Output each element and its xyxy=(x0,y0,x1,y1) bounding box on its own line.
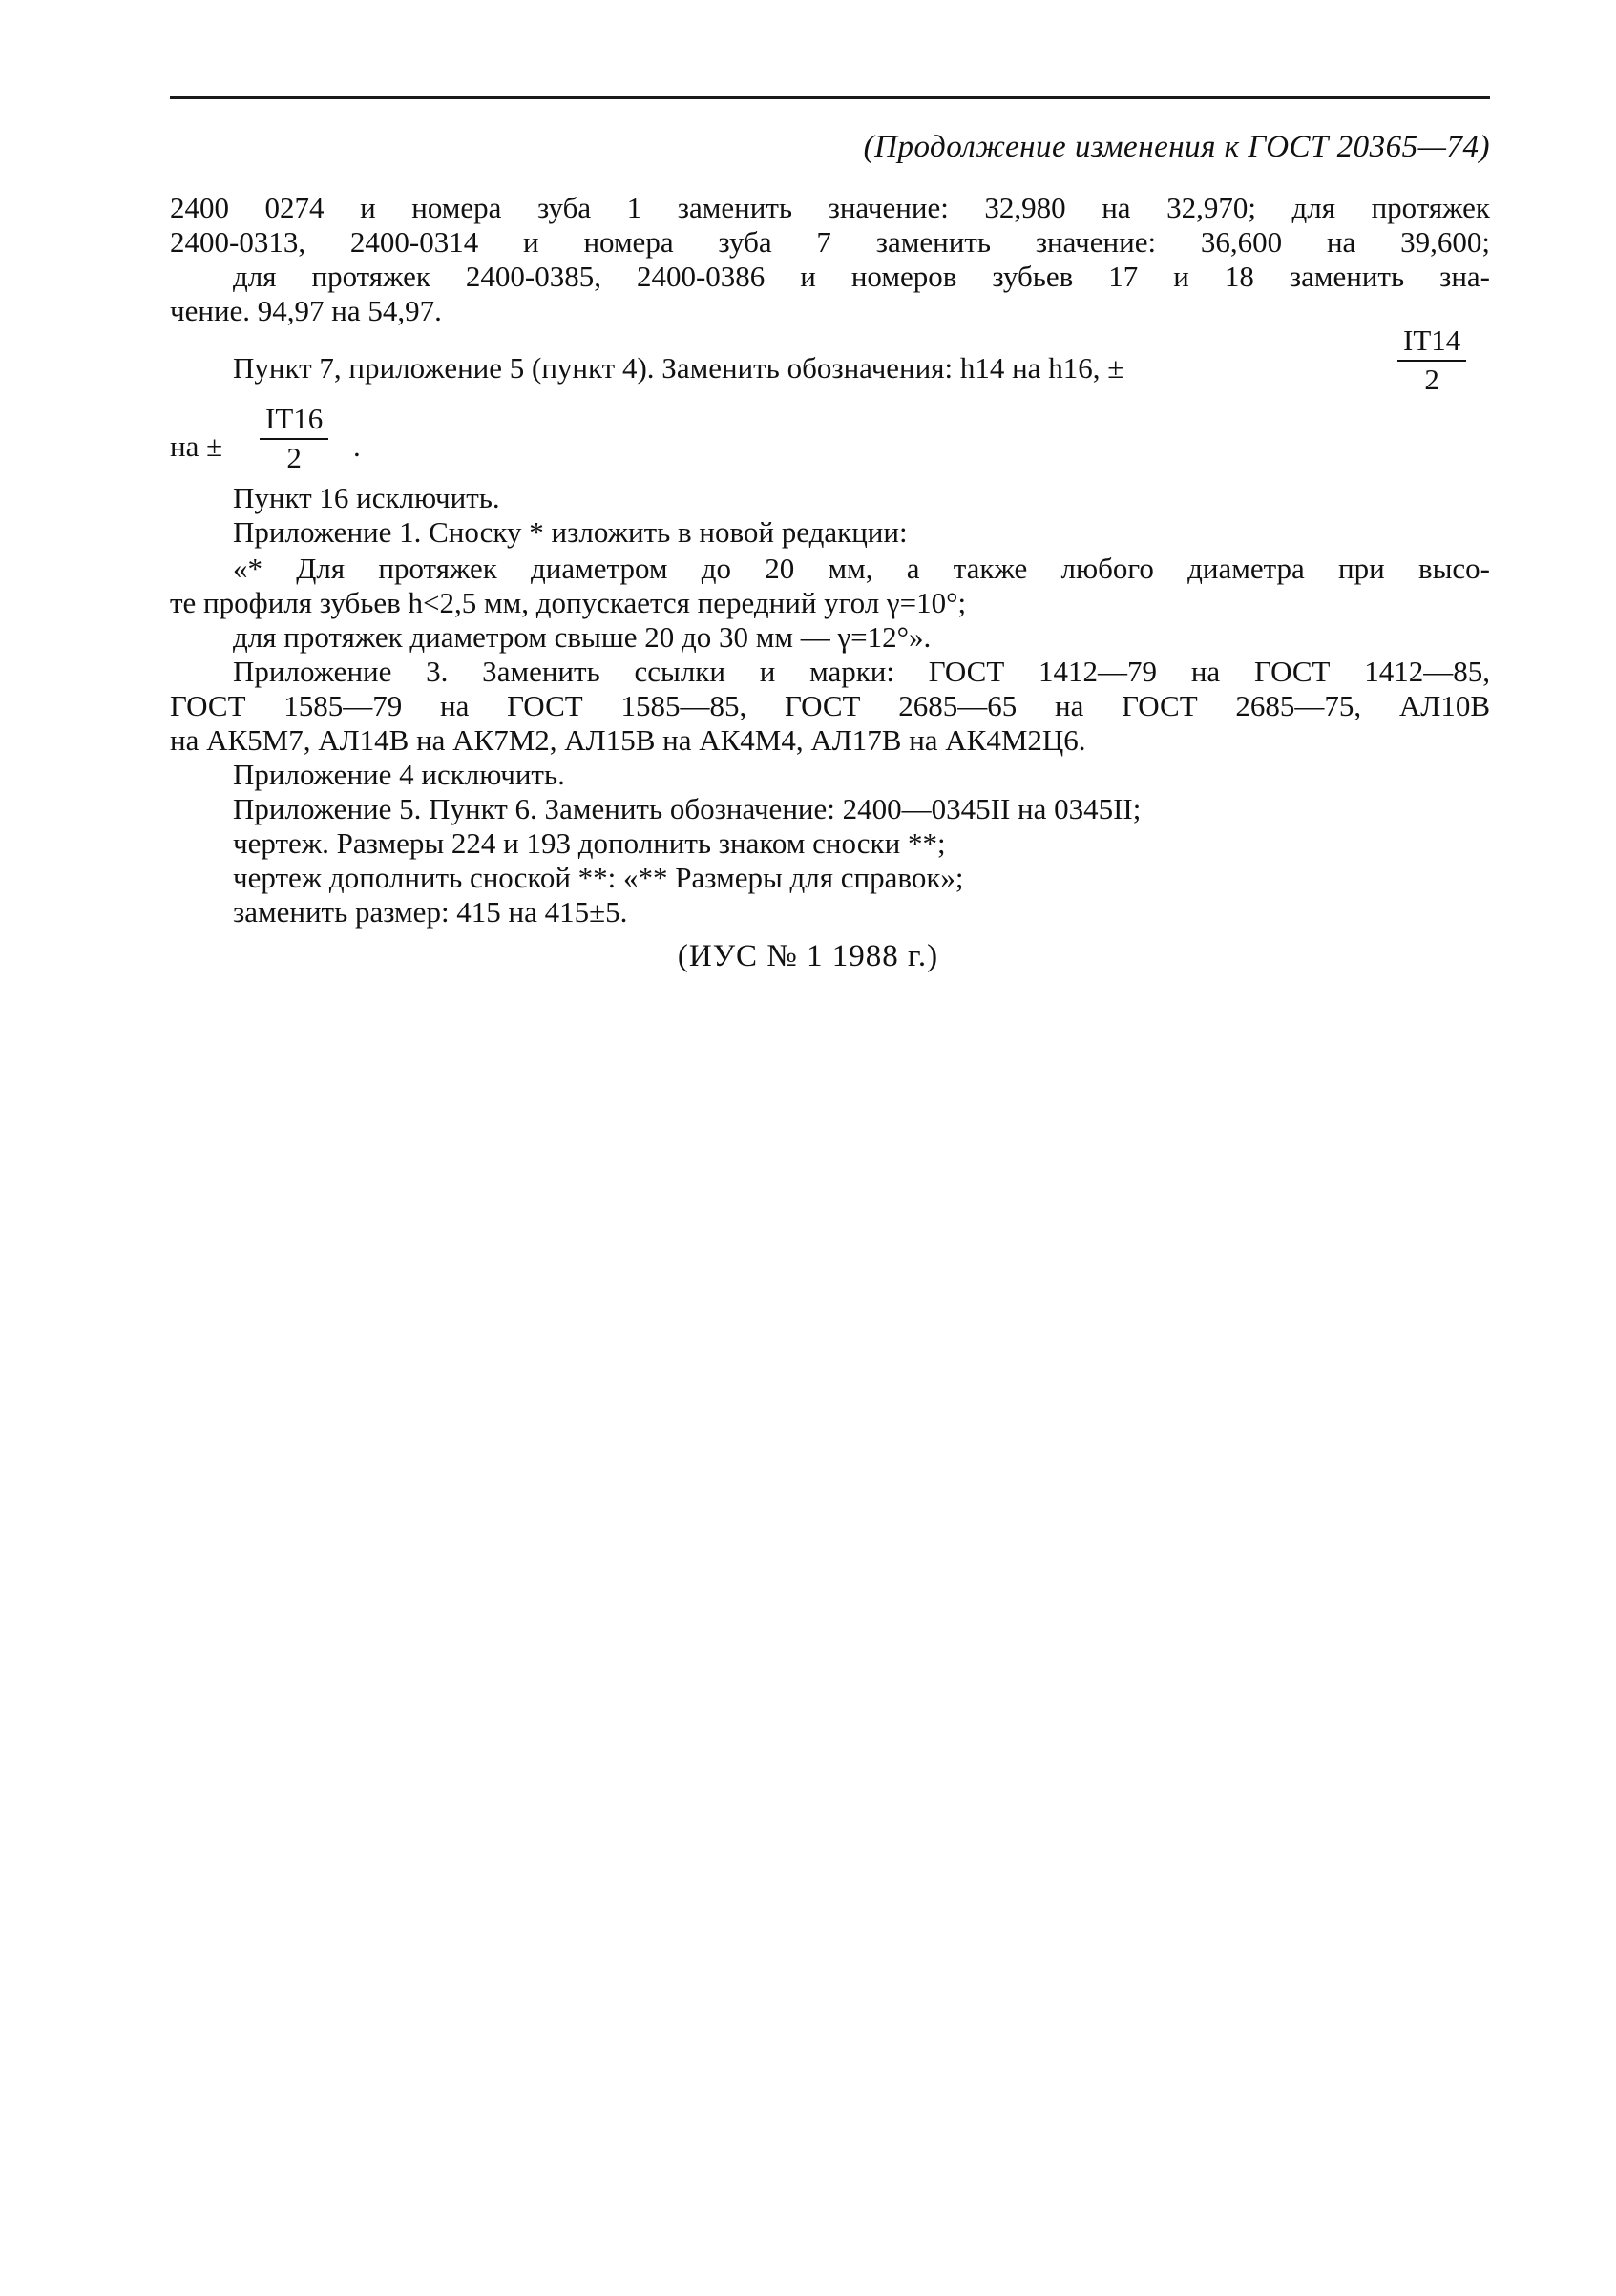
text-line: чертеж. Размеры 224 и 193 дополнить знаком сноски **; xyxy=(233,826,946,860)
text-line: на ± xyxy=(170,429,223,463)
text-line: Приложение 3. Заменить ссылки и марки: ГОСТ 1412—79 на ГОСТ 1412—85, xyxy=(233,655,1490,688)
text-line: Пункт 7, приложение 5 (пункт 4). Заменить обозначения: h14 на h16, ± xyxy=(233,351,1124,385)
text-line: Приложение 5. Пункт 6. Заменить обозначение: 2400—0345II на 0345II; xyxy=(233,792,1142,825)
fraction-denominator: 2 xyxy=(1424,363,1439,396)
text-line: для протяжек диаметром свыше 20 до 30 мм — γ=12°». xyxy=(233,620,932,654)
text-line: чертеж дополнить сноской **: «** Размеры для справок»; xyxy=(233,861,964,894)
text-line: для протяжек 2400-0385, 2400-0386 и номеров зубьев 17 и 18 заменить зна- xyxy=(233,260,1490,293)
text-line: те профиля зубьев h<2,5 мм, допускается передний угол γ=10°; xyxy=(170,586,967,619)
fraction-denominator: 2 xyxy=(286,441,302,474)
fraction-numerator: IT16 xyxy=(260,403,328,440)
top-rule xyxy=(170,96,1490,99)
text-line: 2400 0274 и номера зуба 1 заменить значение: 32,980 на 32,970; для протяжек xyxy=(170,191,1490,224)
text-line: . xyxy=(353,429,361,463)
fraction-it16 xyxy=(260,403,328,474)
text-line: на АК5М7, АЛ14В на АК7М2, АЛ15В на АК4М4, АЛ17В на АК4М2Ц6. xyxy=(170,723,1086,757)
text-line: 2400-0313, 2400-0314 и номера зуба 7 заменить значение: 36,600 на 39,600; xyxy=(170,225,1490,259)
text-line: Приложение 1. Сноску * изложить в новой редакции: xyxy=(233,515,908,549)
text-line: заменить размер: 415 на 415±5. xyxy=(233,895,628,929)
fraction-it14 xyxy=(1397,324,1466,396)
text-line: Приложение 4 исключить. xyxy=(233,758,565,791)
text-line: Пункт 16 исключить. xyxy=(233,481,500,514)
publication-imprint: (ИУС № 1 1988 г.) xyxy=(677,939,939,973)
text-line: ГОСТ 1585—79 на ГОСТ 1585—85, ГОСТ 2685—65 на ГОСТ 2685—75, АЛ10В xyxy=(170,689,1490,722)
continuation-header: (Продолжение изменения к ГОСТ 20365—74) xyxy=(863,130,1490,164)
text-line: чение. 94,97 на 54,97. xyxy=(170,294,442,327)
fraction-numerator: IT14 xyxy=(1397,324,1466,362)
text-line: «* Для протяжек диаметром до 20 мм, а также любого диаметра при высо- xyxy=(233,552,1490,585)
